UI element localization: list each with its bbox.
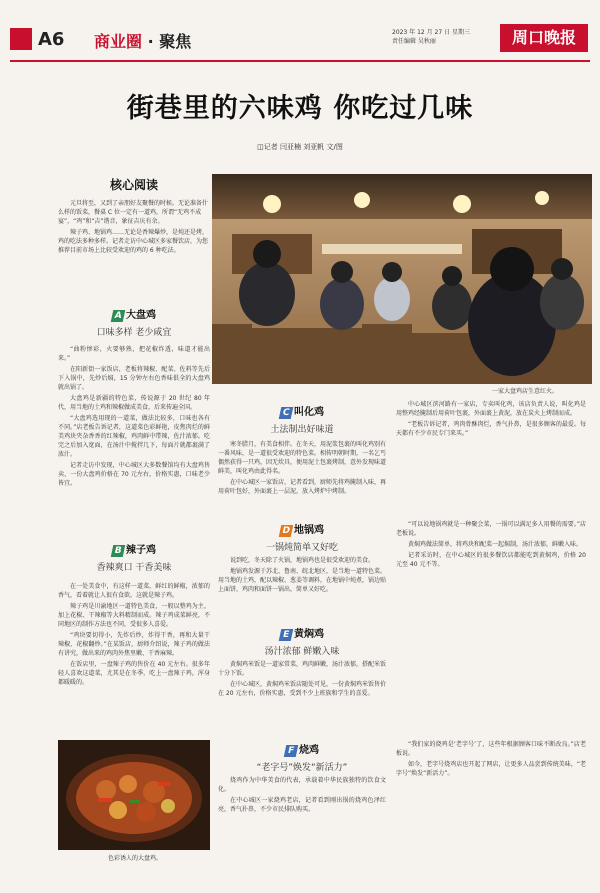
header-rule (10, 60, 590, 62)
section-d-header (222, 518, 382, 553)
paragraph: 中心城区滨河路有一家店，专卖叫化鸡，该店负责人说，叫化鸡是用整鸡经腌制后用荷叶包裹，外面裹上黄泥，放在炭火上烤制而成。 (396, 401, 586, 417)
section-a-tagline: 口味多样 老少咸宜 (96, 328, 172, 338)
section-f-body (218, 776, 386, 856)
section-d-badge: D (279, 525, 294, 537)
section-c-badge: C (279, 407, 294, 419)
paragraph: 记者采访时，在中心城区的很多餐饮店都能吃到黄焖鸡，价格 20 元至 40 元不等。 (396, 552, 586, 568)
section-f-title: 烧鸡 (299, 745, 319, 756)
paragraph: 在阳新街一家饭店，老板将辣椒、配菜、佐料等先后下入锅中，先炒后焖，15 分钟左右色香味俱全的大盘鸡就出锅了。 (58, 366, 210, 391)
section-f-header (222, 738, 382, 773)
headline: 街巷里的六味鸡 你吃过几味 (126, 93, 474, 124)
paragraph: “鸡块要切得小，先炸后炒，炸得干香，再和大量干辣椒、花椒翻炒。”在某饭店，厨师介绍说，辣子鸡的做法有讲究，做出来的鸡肉外焦里嫩、干香麻辣。 (58, 632, 210, 657)
paragraph: 辣子鸡是川渝地区一道特色美食，一般以整鸡为主，加上花椒、干辣椒等大料精制而成。辣子鸡成菜鲜亮，不同地区的制作方法也不同，受很多人喜爱。 (58, 603, 210, 628)
core-reading-box (58, 176, 210, 276)
section-e-badge: E (279, 629, 294, 641)
paragraph: “曲粉惨彩，火要够熟，把花椒炸透，味道才能出来。” (58, 346, 210, 362)
section-c-header (222, 400, 382, 435)
page-header (0, 0, 600, 62)
paragraph: 记者走访中发现，中心城区大多数餐馆均有大盘鸡售卖，一份大盘鸡价格在 70 元左右，价格实惠，口味老少皆宜。 (58, 462, 210, 487)
camera-icon: ◫ (257, 143, 264, 151)
section-a-title: 大盘鸡 (126, 310, 156, 321)
subsection-name: 聚焦 (159, 32, 192, 51)
section-b-body (58, 582, 210, 730)
section-b-badge: B (111, 545, 126, 557)
paragraph: 在中心城区，黄焖鸡米饭店随处可见，一份黄焖鸡米饭售价在 20 元左右，价格实惠，受到不少上班族和学生的喜爱。 (218, 681, 386, 697)
section-name: 商业圈 (94, 32, 143, 51)
section-a-header (58, 303, 210, 338)
paragraph: 黄焖鸡做法简单，将鸡块和配菜一起焖制，汤汁浓郁，鲜嫩入味。 (408, 541, 583, 548)
section-d-body (218, 556, 386, 612)
section-c-tagline: 土法制出好味道 (270, 425, 334, 435)
food-photo-caption: 色彩诱人的大盘鸡。 (108, 855, 163, 862)
dateline (392, 28, 470, 46)
paragraph: 在中心城区一家饭店，记者看到，厨师先将鸡腌制入味，再用荷叶包好，外面裹上一层泥，放入烤炉中烤制。 (218, 479, 386, 495)
section-a-body (58, 345, 210, 513)
section-c-continued (396, 400, 586, 510)
section-d-title: 地锅鸡 (294, 525, 324, 536)
paragraph: 如今，老字号烧鸡店也开起了网店，让更多人品尝到传统美味，“老字号”焕发“新活力”。 (396, 761, 586, 777)
paragraph: “我们家的烧鸡是‘老字号’了，这些年根据顾客口味不断改良。”店老板说。 (396, 741, 586, 757)
publish-date: 2023 年 12 月 27 日 星期三 (392, 29, 470, 36)
paragraph: 烧鸡作为中华美食的代表，承载着中华民族独特的饮食文化。 (218, 777, 386, 793)
section-e-body (218, 660, 386, 726)
byline: ◫记者 闫亚楠 刘亚帆 文/图 (257, 143, 343, 151)
section-e-header (222, 622, 382, 657)
core-reading-title: 核心阅读 (109, 178, 158, 192)
newspaper-logo: 周口晚报 (500, 24, 588, 52)
paragraph: 寒冬腊月，有美食相伴。在冬天，用泥浆包裹的叫化鸡别有一番风味，是一道很受欢迎的特色菜。相传明朝时期，一名乞丐偶然获得一只鸡，因无炊具，便用泥土包裹烤制，意外发现味道鲜美，叫化鸡由此得名。 (218, 441, 386, 475)
food-photo (58, 740, 210, 850)
core-paragraph: 元旦将至，又到了亲朋好友聚餐的时候。无论准备什么样的饭菜，餐桌 C 位一定有一道鸡，所谓“无鸡不成宴”，“鸡”和“吉”谐音，象征吉庆有余。 (58, 200, 209, 225)
main-photo-caption: 一家大盘鸡店生意红火。 (492, 388, 559, 395)
section-e-title: 黄焖鸡 (294, 629, 324, 640)
section-b-header (58, 538, 210, 573)
restaurant-photo (212, 174, 592, 384)
section-b-tagline: 香辣爽口 干香美味 (96, 563, 172, 573)
section-f-right-column (396, 740, 586, 856)
section-d-tagline: 一锅炖简单又好吃 (265, 543, 338, 553)
section-b-title: 辣子鸡 (126, 545, 156, 556)
paragraph: 黄焖鸡米饭是一道家常菜，鸡肉鲜嫩，汤汁浓郁，搭配米饭十分下饭。 (218, 661, 386, 677)
paragraph: “可以说地锅鸡就是一种聚会菜，一锅可以满足多人用餐的需要。”店老板说。 (396, 521, 586, 537)
section-a-badge: A (111, 310, 126, 322)
section-de-right-column (396, 520, 586, 726)
section-e-tagline: 汤汁浓郁 鲜嫩入味 (264, 647, 340, 657)
section-c-body (218, 440, 386, 512)
core-paragraph: 辣子鸡、地锅鸡……无论是香辣爆炒，是炖还是烤，鸡的吃法多种多样。记者走访中心城区多家餐饮店，为您推荐目前市场上比较受欢迎的鸡的 6 种吃法。 (58, 229, 209, 254)
paragraph: “老板告诉记者，鸡肉骨酥肉烂，香气扑鼻，是很多顾客的最爱。每天都有不少市民专门来买。” (396, 421, 586, 437)
paragraph: 说到吃，冬天除了火锅，地锅鸡也是很受欢迎的美食。 (230, 557, 375, 564)
section-f-tagline: “老字号”焕发“新活力” (256, 763, 348, 773)
editor-credit: 责任编辑 吴秋丽 (392, 38, 436, 45)
section-f-badge: F (284, 745, 299, 757)
section-title: 商业圈 · 聚焦 (94, 32, 192, 51)
paragraph: 在饭店里，一盘辣子鸡的售价在 40 元左右。很多年轻人喜欢这道菜，尤其是在冬季，吃上一盘辣子鸡，浑身都暖暖的。 (58, 661, 210, 686)
paragraph: 地锅鸡发源于苏北、鲁南、皖北地区，是当地一道特色菜。用当地的土鸡，配以辣椒、葱姜等调料，在地锅中炖煮，锅边贴上面饼，鸡肉和面饼一锅出，简单又好吃。 (218, 568, 386, 593)
paragraph: “大盘鸡选用现的一道菜，做法比较多，口味也各有不同。”店老板告诉记者，这道菜色彩鲜艳，皮焦肉烂的鲜美鸡块夹杂香香的红辣椒，鸡肉鲜中带辣，佐汁浓郁。吃完之后加入宽面，在汤汁中搅拌几下，每面片就都裹满了浓汁。 (58, 415, 210, 458)
page-number-marker (10, 28, 32, 50)
paragraph: 在一处美食中，有这样一道菜，鲜红的鲜椒，浓郁的香气，看着就让人很有食欲。这就是辣子鸡。 (58, 583, 210, 599)
paragraph: 在中心城区一家烧鸡老店，记者看到刚出锅的烧鸡色泽红亮，香气扑鼻，不少市民排队购买。 (218, 797, 386, 813)
section-c-title: 叫化鸡 (294, 407, 324, 418)
paragraph: 大盘鸡是新疆的特色菜，传说源于 20 世纪 80 年代，用当地的土鸡和辣椒做成美食，后来传遍全国。 (58, 395, 210, 411)
page-number: A6 (38, 29, 65, 50)
